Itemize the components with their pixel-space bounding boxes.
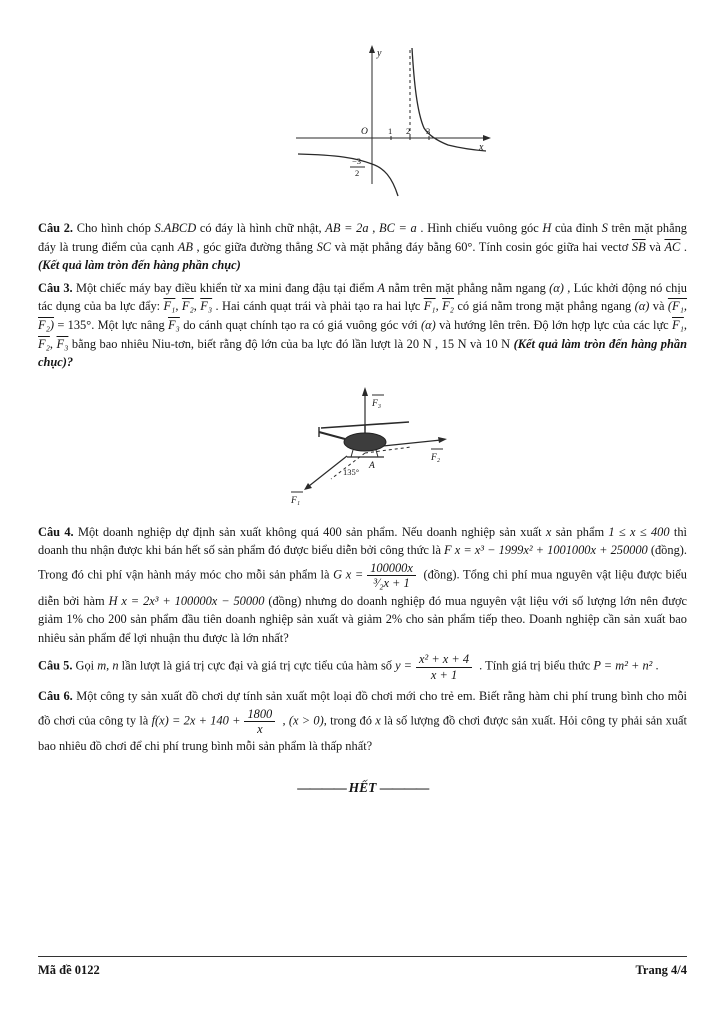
text-run: . [680,239,687,254]
curve-right-branch [412,48,486,151]
text-run: có đáy là hình chữ nhật, [196,221,326,235]
helicopter-body [344,433,386,451]
text-run: H x = 2x³ + 100000x − 50000 [108,593,265,608]
fraction-numerator: 1800 [244,707,275,722]
text-run: Câu 3. [38,280,73,295]
text-run: f(x) = 2x + 140 + [151,713,241,728]
text-run: , [49,336,57,351]
text-run: x [545,524,552,539]
text-run: Câu 4. [38,524,74,539]
text-run: (α) [634,299,650,314]
text-run: là số lượng đồ chơi được sản xuất. Hỏi công ty phải sản xuất bao nhiêu đồ chơi để chi phí trung bình mỗi sản phẩm là thấp nhất? [38,713,687,754]
text-run: có giá nằm trong mặt phẳng ngang [454,299,635,314]
text-run: AB = 2a [325,221,369,235]
y-axis-arrow [369,45,375,53]
vector-symbol: F₃ [200,299,213,314]
vector-symbol: $\overline{SB}$ [631,239,646,254]
fraction-denominator: ³⁄₂x + 1 [373,576,410,591]
fraction [244,707,275,737]
text-run: S.ABCD [154,221,197,235]
page-footer [38,956,687,978]
question-6 [38,687,687,756]
force-f3-arrowhead [362,387,368,396]
curve-left-branch [298,154,398,196]
end-dash-right: ———— [379,779,428,795]
skid-strut-left [351,450,353,457]
text-run: . Hình chiếu vuông góc [416,221,543,235]
point-a-label: A [368,460,375,471]
vector-symbol: F₂ [442,299,454,314]
text-run: , [193,299,201,314]
force-f2-arrowhead [438,437,447,443]
force-f2-arrow [383,440,441,446]
helicopter-forces [283,380,467,508]
fraction [367,561,416,591]
force-f1-arrow [309,456,347,486]
text-run: và [645,239,665,254]
y-intercept-denominator: 2 [354,168,359,178]
text-run: H [542,221,552,235]
vector-symbol: F₁ [163,299,176,314]
y-axis-label: y [376,48,381,59]
text-run: . Tính giá trị biểu thức [476,659,594,674]
text-run: SC [316,239,332,254]
origin-label: O [360,127,368,137]
page-number: Trang 4/4 [635,963,687,977]
fraction-denominator: x + 1 [430,667,458,682]
tick-label-2: 2 [405,126,410,136]
text-run: sản phẩm [551,524,609,539]
text-run: P = m² + n² [593,659,653,674]
text-run: = 135°. Một lực nâng [54,318,168,333]
fraction-numerator: x² + x + 4 [416,652,472,667]
text-run: và [649,299,668,314]
text-run: Gọi [72,659,98,674]
x-axis-arrow [483,135,491,141]
text-run: y = [395,659,413,674]
vector-symbol: F₂ [38,336,50,351]
function-graph-figure [288,42,498,205]
question-5 [38,651,687,683]
text-run: , góc giữa đường thẳng [192,239,317,254]
text-run: do cánh quạt chính tạo ra có giá vuông góc với [179,318,422,333]
text-run: (đồng). Tổng chi phí mua nguyên vật liệu được biểu diễn bởi hàm [38,567,687,608]
text-run: A [377,280,385,295]
force-f1-label: F₁ [290,495,300,506]
question-4 [38,523,687,648]
function-graph [288,42,498,200]
text-run: (α) [421,318,436,333]
text-run: G x = [333,567,364,582]
text-run: 1 ≤ x ≤ 400 [608,524,670,539]
text-run: Câu 5. [38,659,73,674]
text-run: (đồng). Trong đó chi phí vận hành máy móc cho mỗi sản phẩm là [38,543,687,582]
fraction [416,652,472,682]
end-dash-left: ———— [297,779,346,795]
y-intercept-numerator: −3 [351,156,361,166]
text-run: bằng bao nhiêu Niu-tơn, biết rằng độ lớn của ba lực đó lần lượt là 20 N , 15 N và 10 N [68,336,514,351]
text-run: , [683,318,687,333]
fraction-denominator: x [257,721,263,736]
tail-boom [319,432,345,439]
text-run: (Kết quả làm tròn đến hàng phần chục)? [38,336,687,370]
angle-label: 135° [342,466,359,477]
text-run: thì doanh thu nhận được khi bán hết số sản phẩm đó được biểu diễn bởi công thức là [38,524,687,558]
text-run: (đồng) nhưng do doanh nghiệp đó mua nguyên vật liệu với số lượng lớn nên được giảm 1% cho 200 sản phẩm đầu tiên doanh nghiệp sản xuất và giảm 2% cho sản phẩm tiếp theo. Doanh nghiệp cần sản xuất bao nhiêu sản phẩm để lợi nhuận thu được là lớn nhất? [38,593,687,645]
vector-symbol: F₁ [672,318,684,333]
text-run: Một chiếc máy bay điều khiển từ xa mini đang đậu tại điểm [72,280,378,295]
text-run: trên mặt phẳng đáy là trung điểm của cạnh [38,221,687,254]
end-text: HẾT [348,779,377,795]
vector-symbol: (F₁, F₂) [38,299,688,333]
text-run: , Lúc khởi động nó chịu tác dụng của ba lực đẩy: [38,280,687,314]
x-axis-label: x [478,142,483,153]
force-f2-label: F₂ [430,452,440,463]
vector-symbol: F₃ [167,318,180,333]
text-run: . Hai cánh quạt trái và phải tạo ra hai lực [212,299,424,314]
text-run: Câu 2. [38,221,74,235]
text-run: của đỉnh [551,221,602,235]
text-run: và hướng lên trên. Độ lớn hợp lực của các lực [435,318,672,333]
helicopter-figure [283,380,467,513]
tick-label-1: 1 [387,126,392,136]
text-run: trong đó [326,713,376,728]
text-run: Một công ty sản xuất đồ chơi dự tính sản xuất một loại đồ chơi mới cho trẻ em. Biết rằng hàm chi phí trung bình cho mỗi đồ chơi của công ty là [38,688,687,728]
text-run: Câu 6. [38,688,73,703]
text-run: và mặt phẳng đáy bằng 60°. Tính cosin góc giữa hai vectơ [331,239,632,254]
text-run: nằm trên mặt phẳng nằm ngang [385,280,550,295]
vector-symbol: F₃ [56,336,69,351]
fraction-numerator: 100000x [367,561,416,576]
tick-label-3: 3 [425,126,430,136]
vector-symbol: F₂ [181,299,194,314]
text-run: , (x > 0), [279,713,327,728]
text-run: AB [177,239,193,254]
text-run: . [652,659,659,674]
vector-symbol: F₁ [423,299,436,314]
text-run: lần lượt là giá trị cực đại và giá trị cực tiểu của hàm số [118,659,396,674]
force-f3-label: F₃ [371,398,381,409]
text-run: , [435,299,443,314]
text-run: m, n [97,659,119,674]
question-3 [38,279,687,372]
text-run: , [368,221,379,235]
question-2 [38,219,687,275]
vector-symbol: $\overline{AC}$ [664,239,681,254]
text-run: S [601,221,608,235]
text-run: F x = x³ − 1999x² + 1001000x + 250000 [444,543,648,558]
text-run: (Kết quả làm tròn đến hàng phần chục) [38,258,241,273]
exam-code: Mã đề 0122 [38,963,100,977]
end-marker [38,780,687,796]
text-run: Cho hình chóp [73,221,155,235]
text-run: x [375,713,381,728]
text-run: , [175,299,182,314]
text-run: (α) [549,280,564,295]
text-run: Một doanh nghiệp dự định sản xuất không quá 400 sản phẩm. Nếu doanh nghiệp sản xuất [73,524,546,539]
text-run: BC = a [379,221,417,235]
